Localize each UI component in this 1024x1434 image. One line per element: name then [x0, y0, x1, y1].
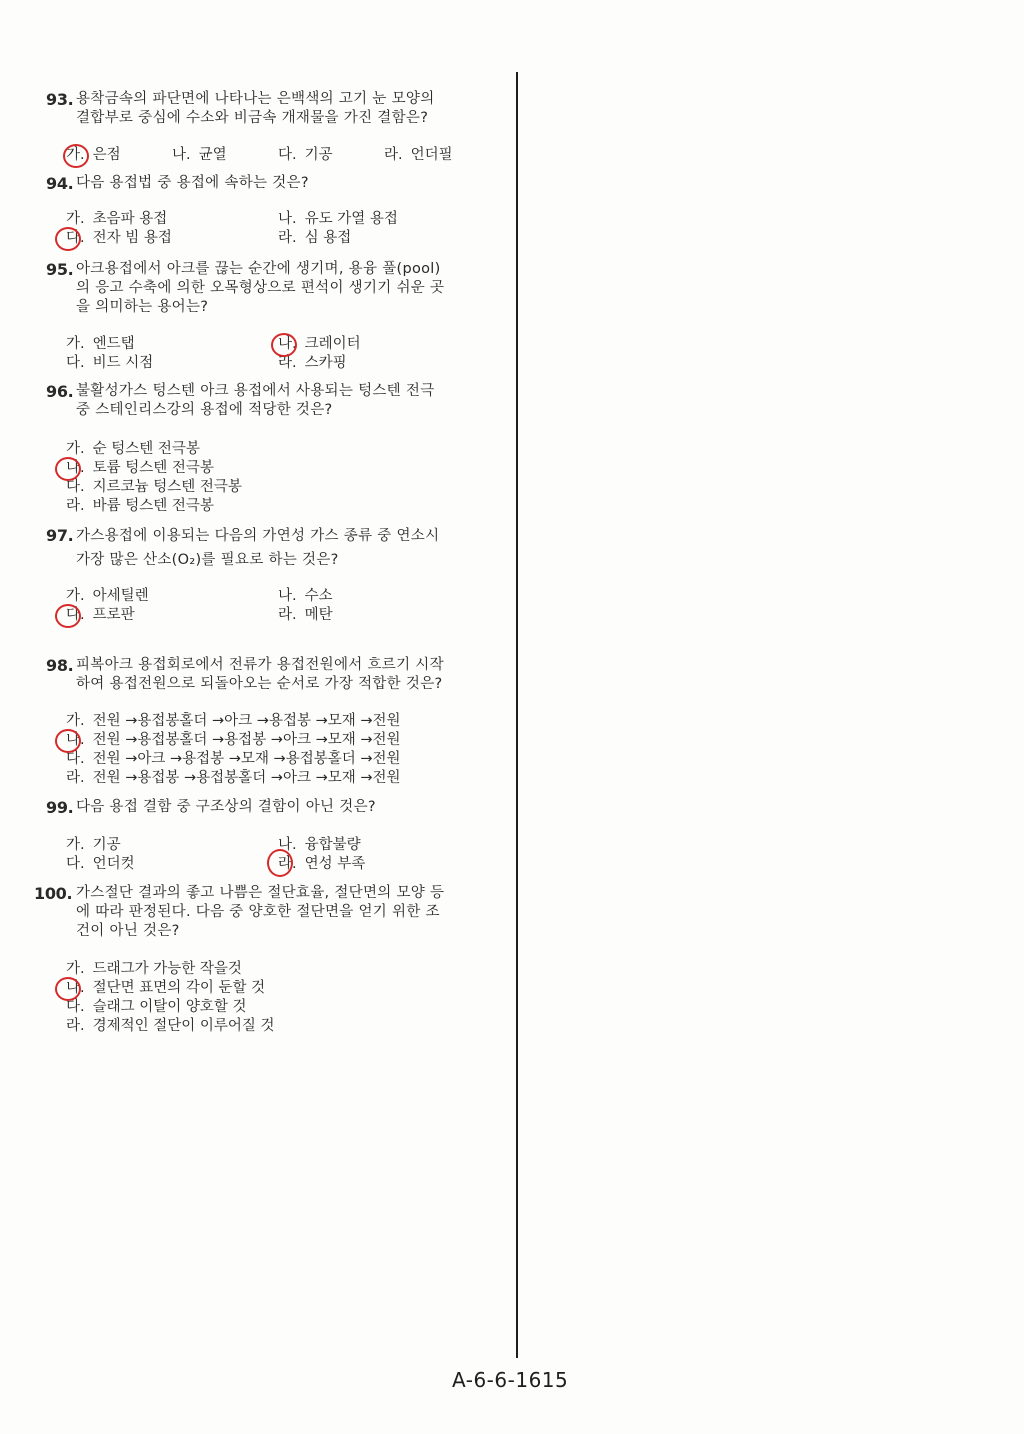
option-text: 비드 시점: [92, 355, 154, 371]
question-98: [0, 656, 500, 786]
option-marker: 가.: [66, 588, 85, 604]
option: [66, 836, 121, 855]
option: [278, 354, 347, 373]
column-divider: [516, 72, 518, 1358]
option-text: 전자 빔 용접: [92, 230, 172, 246]
option-text: 심 용접: [304, 230, 352, 246]
option: [384, 146, 453, 165]
stem-line: 가스절단 결과의 좋고 나쁨은 절단효율, 절단면의 모양 등: [76, 885, 445, 901]
option-marker: 다.: [66, 751, 85, 767]
question-stem: [0, 524, 500, 572]
option-text: 유도 가열 용접: [304, 211, 398, 227]
option: [278, 229, 351, 248]
option: [66, 1017, 275, 1036]
option-marker: 나.: [66, 460, 85, 476]
stem-line: 다음 용접 결함 중 구조상의 결함이 아닌 것은?: [76, 799, 376, 815]
option-text: 메탄: [304, 607, 333, 623]
option: [66, 769, 401, 788]
answer-mark-circle: [63, 144, 89, 168]
option-text: 슬래그 이탈이 양호할 것: [92, 999, 247, 1015]
option-marker: 라.: [278, 856, 297, 872]
option-text: 엔드탭: [92, 336, 135, 352]
option-marker: 라.: [384, 147, 403, 163]
question-number: 100.: [34, 884, 73, 903]
option-marker: 라.: [66, 1018, 85, 1034]
page-code: A-6-6-1615: [452, 1368, 569, 1392]
option-text: 경제적인 절단이 이루어질 것: [92, 1018, 275, 1034]
question-97: [0, 524, 500, 623]
question-stem: [0, 884, 500, 941]
stem-line: 결합부로 중심에 수소와 비금속 개재물을 가진 결함은?: [76, 110, 429, 126]
answer-mark-circle: [55, 604, 81, 628]
option: [66, 440, 200, 459]
option: [66, 497, 214, 516]
question-number: 93.: [46, 90, 74, 109]
option-marker: 다.: [66, 856, 85, 872]
option-text: 지르코늄 텅스텐 전극봉: [92, 479, 242, 495]
question-94: [0, 174, 500, 246]
option-text: 수소: [304, 588, 333, 604]
option-text: 언더필: [410, 147, 453, 163]
option-marker: 나.: [278, 211, 297, 227]
option-text: 토륨 텅스텐 전극봉: [92, 460, 214, 476]
question-number: 95.: [46, 260, 74, 279]
option-text: 전원 →용접봉홀더 →용접봉 →아크 →모재 →전원: [92, 732, 401, 748]
question-stem: [0, 90, 500, 128]
stem-line: 용착금속의 파단면에 나타나는 은백색의 고기 눈 모양의: [76, 91, 435, 107]
option-text: 연성 부족: [304, 856, 366, 872]
option: [66, 210, 167, 229]
option-marker: 가.: [66, 441, 85, 457]
option: [172, 146, 227, 165]
option: [66, 478, 242, 497]
question-stem: [0, 260, 500, 317]
question-stem: [0, 798, 500, 817]
option-marker: 라.: [66, 770, 85, 786]
option-marker: 나.: [278, 588, 297, 604]
option-text: 전원 →용접봉홀더 →아크 →용접봉 →모재 →전원: [92, 713, 401, 729]
stem-line: 하여 용접전원으로 되돌아오는 순서로 가장 적합한 것은?: [76, 676, 443, 692]
option-text: 절단면 표면의 각이 둔할 것: [92, 980, 266, 996]
option-marker: 가.: [66, 961, 85, 977]
option: [278, 146, 333, 165]
option-text: 융합불량: [304, 837, 361, 853]
option: [66, 587, 149, 606]
option-marker: 나.: [172, 147, 191, 163]
question-93: [0, 90, 500, 163]
option-text: 순 텅스텐 전극봉: [92, 441, 200, 457]
option-marker: 라.: [278, 230, 297, 246]
stem-line: 에 따라 판정된다. 다음 중 양호한 절단면을 얻기 위한 조: [76, 904, 440, 920]
question-stem: [0, 656, 500, 694]
option: [66, 960, 242, 979]
option-text: 전원 →용접봉 →용접봉홀더 →아크 →모재 →전원: [92, 770, 401, 786]
answer-mark-circle: [271, 333, 297, 357]
option-marker: 나.: [278, 837, 297, 853]
option: [66, 998, 247, 1017]
stem-line: 을 의미하는 용어는?: [76, 299, 209, 315]
option-marker: 다.: [66, 607, 85, 623]
answer-mark-circle: [55, 729, 81, 753]
option-marker: 다.: [66, 230, 85, 246]
option-text: 크레이터: [304, 336, 361, 352]
question-99: [0, 798, 500, 872]
option-text: 스카핑: [304, 355, 347, 371]
answer-mark-circle: [267, 849, 293, 877]
question-number: 97.: [46, 526, 74, 545]
option-marker: 다.: [66, 355, 85, 371]
option-marker: 가.: [66, 713, 85, 729]
question-number: 99.: [46, 798, 74, 817]
option-marker: 라.: [278, 607, 297, 623]
option: [66, 712, 401, 731]
option: [66, 855, 135, 874]
stem-line: 건이 아닌 것은?: [76, 923, 180, 939]
stem-line: 아크용접에서 아크를 끊는 순간에 생기며, 용융 풀(pool): [76, 261, 441, 277]
stem-line: 피복아크 용접회로에서 전류가 용접전원에서 흐르기 시작: [76, 657, 444, 673]
option: [278, 210, 398, 229]
option-marker: 다.: [278, 147, 297, 163]
option-text: 드래그가 가능한 작을것: [92, 961, 242, 977]
option-marker: 나.: [66, 732, 85, 748]
answer-mark-circle: [55, 227, 81, 251]
question-95: [0, 260, 500, 371]
option: [66, 354, 153, 373]
option-marker: 가.: [66, 837, 85, 853]
option-text: 언더컷: [92, 856, 135, 872]
option-text: 아세틸렌: [92, 588, 149, 604]
stem-line: 불활성가스 텅스텐 아크 용접에서 사용되는 텅스텐 전극: [76, 383, 435, 399]
option-marker: 다.: [66, 999, 85, 1015]
option-marker: 라.: [278, 355, 297, 371]
option: [66, 731, 401, 750]
option-marker: 다.: [66, 479, 85, 495]
option-marker: 가.: [66, 211, 85, 227]
option: [66, 229, 172, 248]
question-stem: [0, 382, 500, 420]
option: [278, 606, 333, 625]
stem-line: 다음 용접법 중 용접에 속하는 것은?: [76, 175, 309, 191]
option-text: 기공: [92, 837, 121, 853]
answer-mark-circle: [55, 457, 81, 481]
question-number: 94.: [46, 174, 74, 193]
stem-line: 가스용접에 이용되는 다음의 가연성 가스 종류 중 연소시: [76, 528, 440, 544]
option-marker: 나.: [66, 980, 85, 996]
question-number: 98.: [46, 656, 74, 675]
option-marker: 나.: [278, 336, 297, 352]
option-marker: 가.: [66, 147, 85, 163]
question-96: [0, 382, 500, 514]
option-text: 은점: [92, 147, 121, 163]
option-text: 기공: [304, 147, 333, 163]
answer-mark-circle: [55, 977, 81, 1001]
option: [66, 459, 214, 478]
stem-line: 의 응고 수축에 의한 오목형상으로 편석이 생기기 쉬운 곳: [76, 280, 445, 296]
option: [278, 587, 333, 606]
option: [66, 979, 265, 998]
stem-line: 중 스테인리스강의 용접에 적당한 것은?: [76, 402, 333, 418]
option-text: 초음파 용접: [92, 211, 168, 227]
question-stem: [0, 174, 500, 193]
stem-line: 가장 많은 산소(O₂)를 필요로 하는 것은?: [76, 552, 339, 568]
option: [66, 750, 401, 769]
option-text: 바륨 텅스텐 전극봉: [92, 498, 214, 514]
option-marker: 라.: [66, 498, 85, 514]
question-number: 96.: [46, 382, 74, 401]
option-text: 프로판: [92, 607, 135, 623]
option-marker: 가.: [66, 336, 85, 352]
option-text: 전원 →아크 →용접봉 →모재 →용접봉홀더 →전원: [92, 751, 401, 767]
question-100: [0, 884, 500, 1034]
option-text: 균열: [198, 147, 227, 163]
option: [66, 335, 135, 354]
option: [278, 836, 361, 855]
